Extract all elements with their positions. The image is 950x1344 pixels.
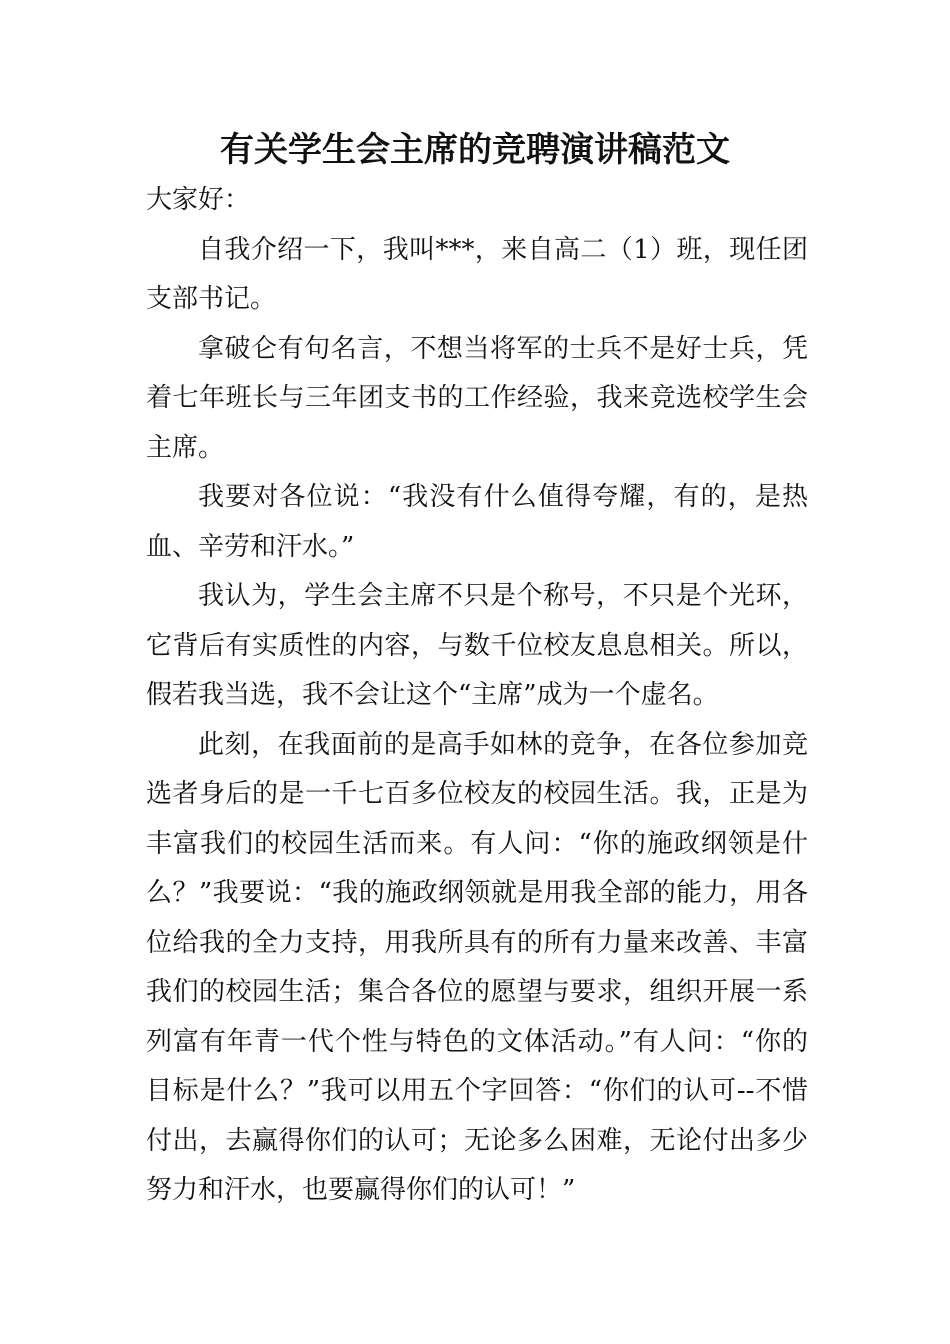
paragraph-4: 我认为，学生会主席不只是个称号，不只是个光环，它背后有实质性的内容，与数千位校友息息相关。所以，假若我当选，我不会让这个“主席”成为一个虚名。: [146, 581, 808, 710]
document-body: [146, 176, 808, 1216]
paragraph-2: 拿破仑有句名言，不想当将军的士兵不是好士兵，凭着七年班长与三年团支书的工作经验，我来竞选校学生会主席。: [146, 333, 808, 463]
paragraph-3: 我要对各位说：“我没有什么值得夸耀，有的，是热血、辛劳和汗水。”: [146, 482, 808, 562]
paragraph-1: 自我介绍一下，我叫***，来自高二（1）班，现任团支部书记。: [146, 234, 808, 314]
document-title: 有关学生会主席的竞聘演讲稿范文: [220, 130, 730, 170]
greeting: 大家好：: [146, 185, 251, 215]
paragraph-5: 此刻，在我面前的是高手如林的竞争，在各位参加竞选者身后的是一千七百多位校友的校园生活。我，正是为丰富我们的校园生活而来。有人问：“你的施政纲领是什么？”我要说：“我的施政纲领就是用我全部的能力，用各位给我的全力支持，用我所具有的所有力量来改善、丰富我们的校园生活；集合各位的愿望与要求，组织开展一系列富有年青一代个性与特色的文体活动。”有人问：“你的目标是什么？”我可以用五个字回答：“你们的认可--不惜付出，去赢得你们的认可；无论多么困难，无论付出多少努力和汗水，也要赢得你们的认可！”: [146, 729, 808, 1205]
